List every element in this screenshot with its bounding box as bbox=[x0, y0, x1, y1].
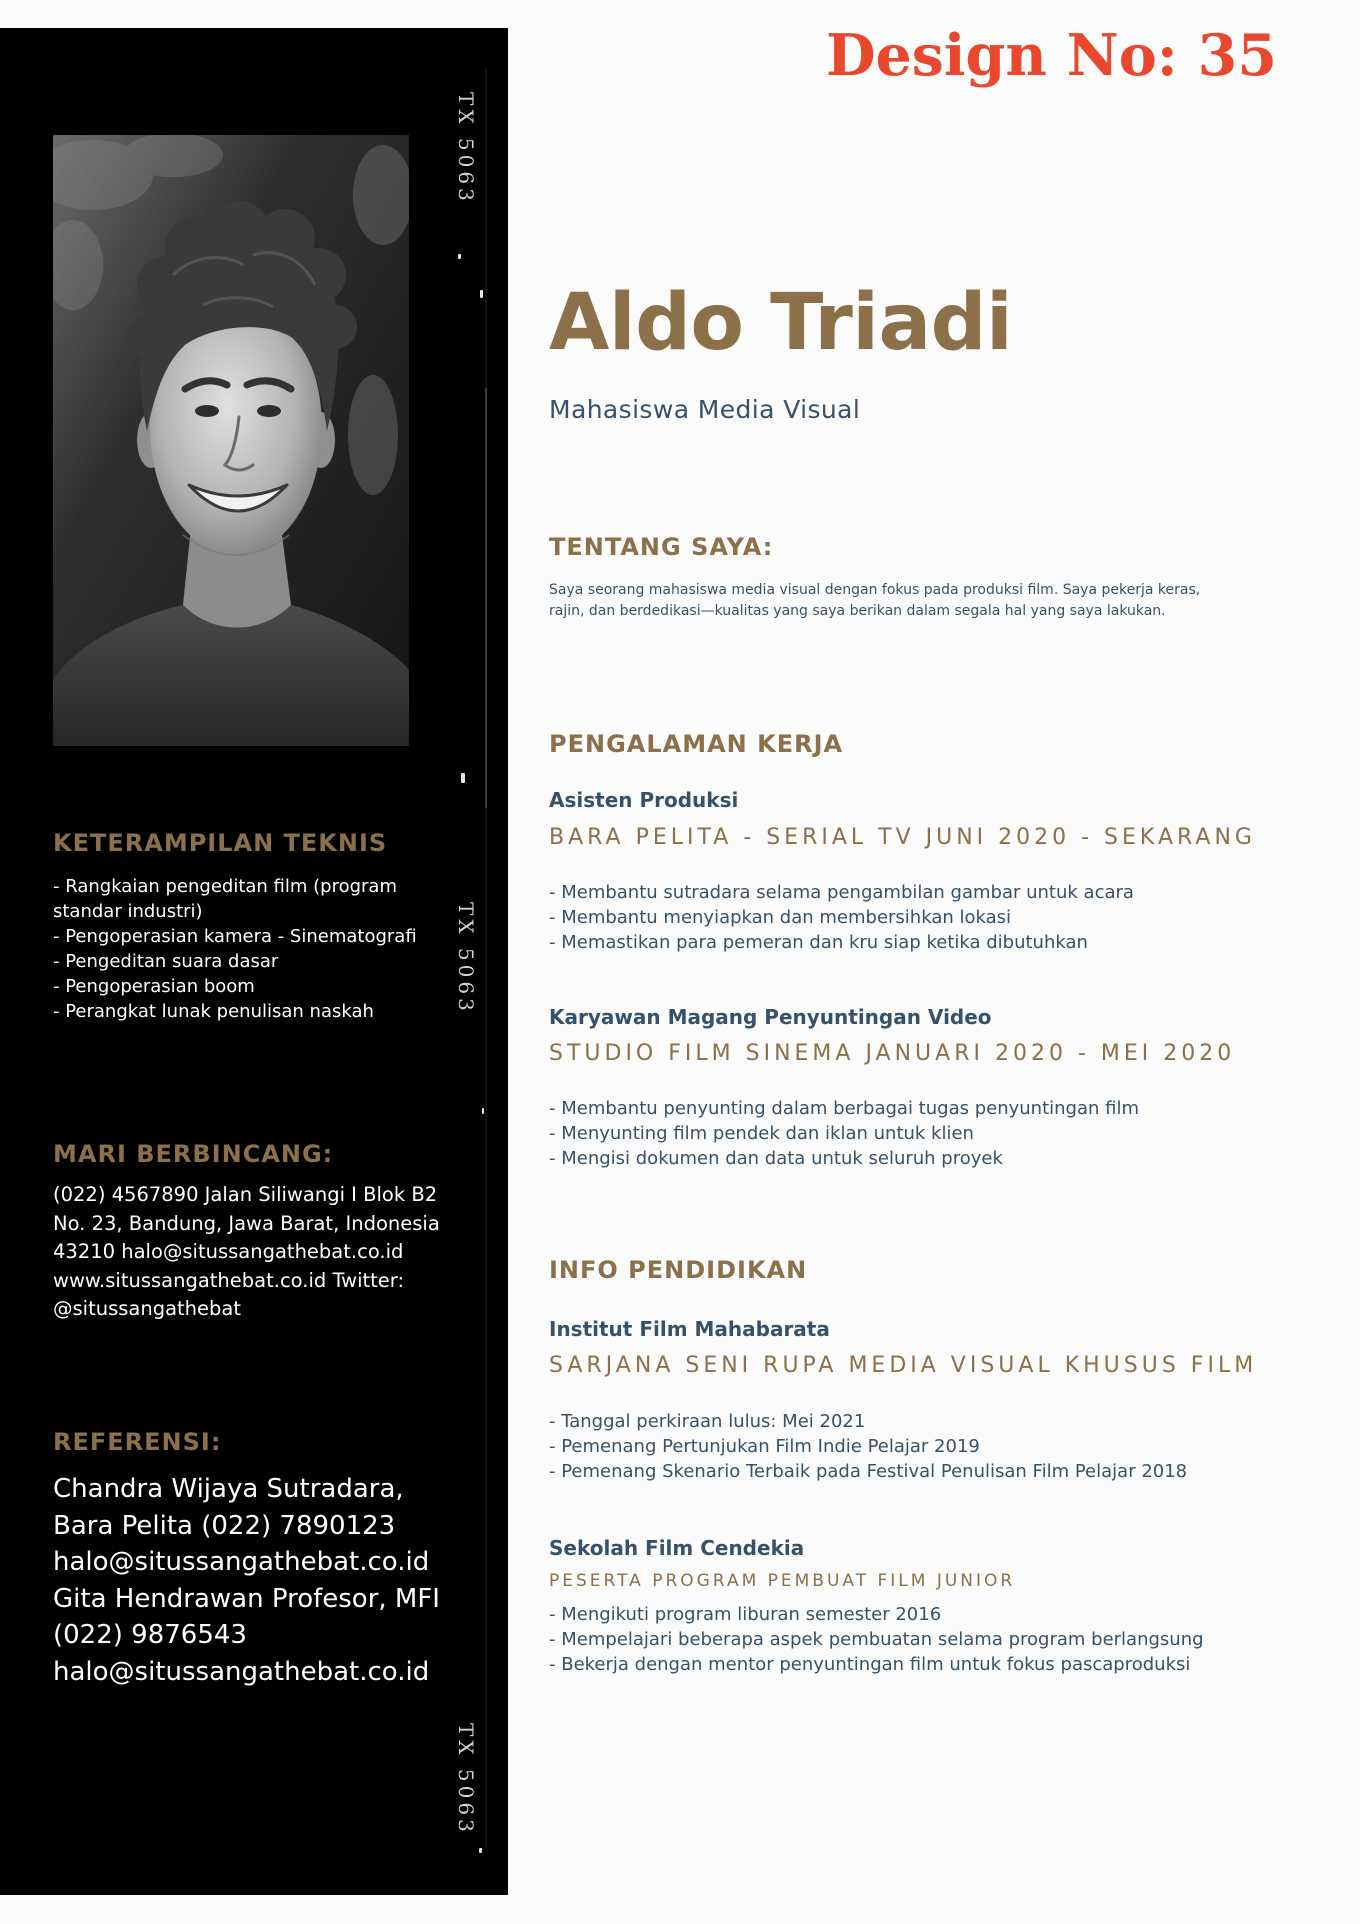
job-duties-list bbox=[549, 1096, 1329, 1171]
note-item: - Pemenang Skenario Terbaik pada Festival Penulisan Film Pelajar 2018 bbox=[549, 1461, 1188, 1482]
references-details: Chandra Wijaya Sutradara, Bara Pelita (022) 7890123 halo@situssangathebat.co.id Gita Hendrawan Profesor, MFI (022) 9876543 halo@situssangathebat.co.id bbox=[53, 1474, 440, 1687]
skill-item: - Pengoperasian boom bbox=[53, 976, 255, 997]
skill-item: - Rangkaian pengeditan film (program standar industri) bbox=[53, 876, 397, 922]
note-item: - Mempelajari beberapa aspek pembuatan selama program berlangsung bbox=[549, 1629, 1204, 1650]
sidebar bbox=[0, 28, 508, 1895]
film-speck bbox=[482, 1108, 484, 1114]
duty-item: - Membantu penyunting dalam berbagai tugas penyuntingan film bbox=[549, 1098, 1140, 1119]
about-text: Saya seorang mahasiswa media visual dengan fokus pada produksi film. Saya pekerja keras, rajin, dan berdedikasi—kualitas yang saya berikan dalam segala hal yang saya lakukan. bbox=[549, 582, 1201, 619]
main-content bbox=[549, 0, 1329, 1924]
duty-item: - Membantu menyiapkan dan membersihkan lokasi bbox=[549, 907, 1012, 928]
candidate-title: Mahasiswa Media Visual bbox=[549, 395, 861, 424]
job-duties-list bbox=[549, 880, 1329, 955]
note-item: - Bekerja dengan mentor penyuntingan film untuk fokus pascaproduksi bbox=[549, 1654, 1191, 1675]
film-speck bbox=[479, 1848, 482, 1853]
skill-item: - Pengeditan suara dasar bbox=[53, 951, 279, 972]
film-strip-line-highlight bbox=[485, 388, 487, 808]
duty-item: - Mengisi dokumen dan data untuk seluruh proyek bbox=[549, 1148, 1003, 1169]
education-heading: INFO PENDIDIKAN bbox=[549, 1256, 808, 1284]
job-role: Karyawan Magang Penyuntingan Video bbox=[549, 1005, 992, 1029]
note-item: - Tanggal perkiraan lulus: Mei 2021 bbox=[549, 1411, 866, 1432]
note-item: - Pemenang Pertunjukan Film Indie Pelajar 2019 bbox=[549, 1436, 980, 1457]
contact-details: (022) 4567890 Jalan Siliwangi I Blok B2 No. 23, Bandung, Jawa Barat, Indonesia 43210 halo@situssangathebat.co.id www.situssangathebat.co.id Twitter: @situssangathebat bbox=[53, 1183, 440, 1321]
job-organization-period: BARA PELITA - SERIAL TV JUNI 2020 - SEKARANG bbox=[549, 825, 1256, 850]
portrait-image bbox=[53, 135, 409, 746]
note-item: - Mengikuti program liburan semester 2016 bbox=[549, 1604, 942, 1625]
school-program: SARJANA SENI RUPA MEDIA VISUAL KHUSUS FILM bbox=[549, 1353, 1258, 1378]
school-program: PESERTA PROGRAM PEMBUAT FILM JUNIOR bbox=[549, 1571, 1016, 1591]
school-notes-list bbox=[549, 1602, 1329, 1677]
contact-heading: MARI BERBINCANG: bbox=[53, 1140, 334, 1168]
candidate-name: Aldo Triadi bbox=[549, 278, 1013, 368]
skills-list bbox=[53, 874, 438, 1024]
job-role: Asisten Produksi bbox=[549, 788, 739, 812]
school-name: Sekolah Film Cendekia bbox=[549, 1536, 805, 1560]
duty-item: - Menyunting film pendek dan iklan untuk klien bbox=[549, 1123, 974, 1144]
film-speck bbox=[480, 290, 483, 298]
duty-item: - Membantu sutradara selama pengambilan gambar untuk acara bbox=[549, 882, 1134, 903]
film-code-bottom: TX 5063 bbox=[454, 1723, 478, 1836]
school-notes-list bbox=[549, 1409, 1329, 1484]
school-name: Institut Film Mahabarata bbox=[549, 1317, 830, 1341]
skill-item: - Pengoperasian kamera - Sinematografi bbox=[53, 926, 417, 947]
duty-item: - Memastikan para pemeran dan kru siap ketika dibutuhkan bbox=[549, 932, 1088, 953]
experience-heading: PENGALAMAN KERJA bbox=[549, 730, 844, 758]
profile-photo bbox=[53, 135, 409, 746]
film-code-top: TX 5063 bbox=[454, 92, 478, 205]
references-heading: REFERENSI: bbox=[53, 1428, 222, 1456]
film-strip-line bbox=[485, 68, 487, 1848]
design-number-label: Design No: 35 bbox=[826, 22, 1277, 89]
about-heading: TENTANG SAYA: bbox=[549, 533, 774, 561]
film-speck bbox=[458, 254, 461, 259]
film-code-middle: TX 5063 bbox=[454, 902, 478, 1015]
skill-item: - Perangkat lunak penulisan naskah bbox=[53, 1001, 374, 1022]
film-speck bbox=[461, 773, 465, 783]
job-organization-period: STUDIO FILM SINEMA JANUARI 2020 - MEI 2020 bbox=[549, 1041, 1236, 1066]
skills-heading: KETERAMPILAN TEKNIS bbox=[53, 829, 388, 857]
